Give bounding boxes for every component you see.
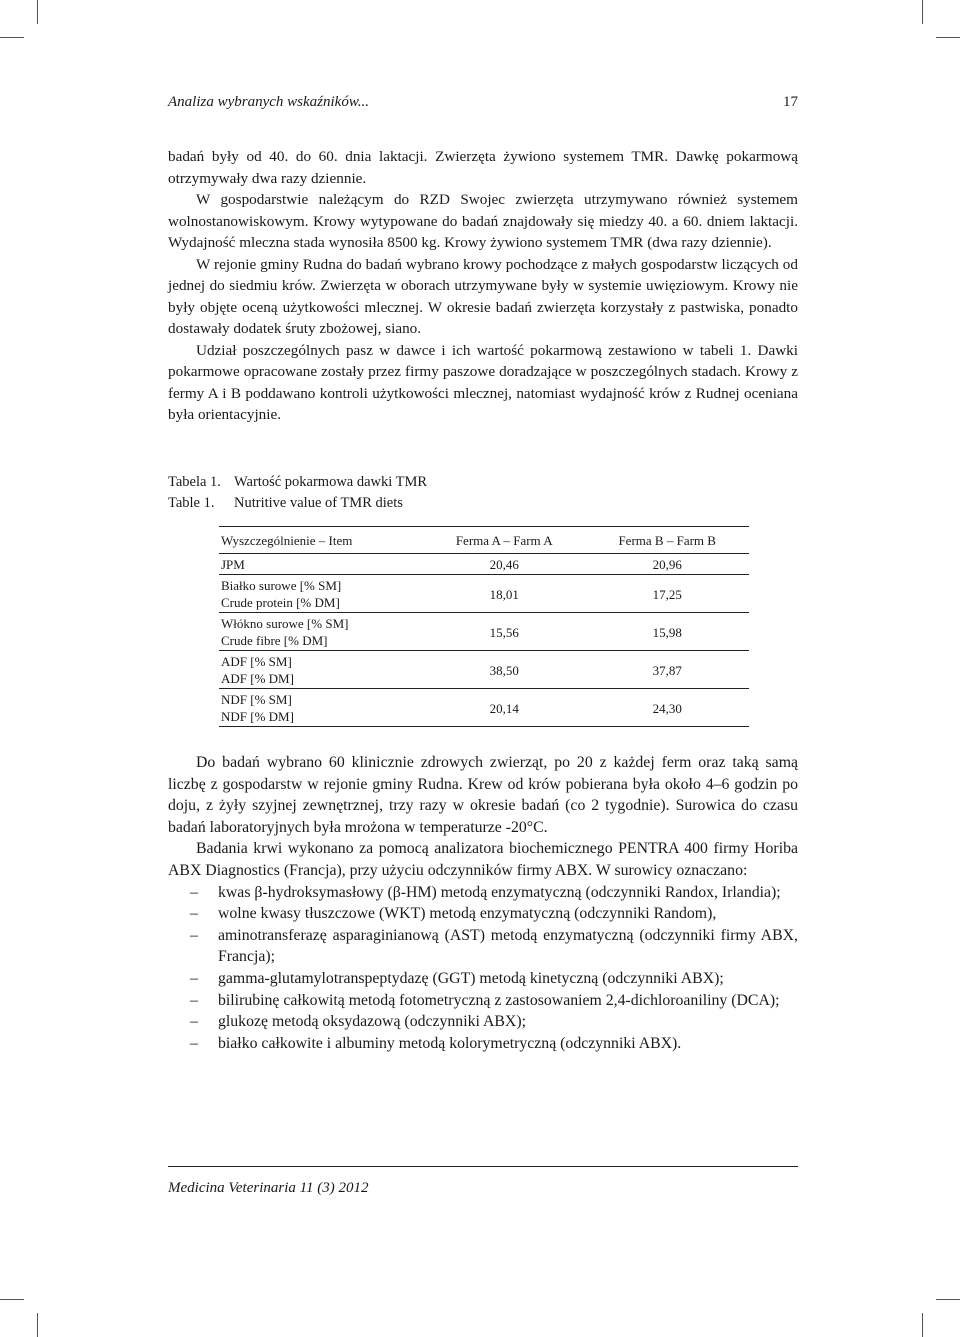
caption-label: Tabela 1. (168, 474, 221, 490)
column-header: Ferma B – Farm B (585, 527, 749, 554)
table-header-row (219, 527, 749, 554)
nutritive-value-table (219, 526, 749, 727)
cell-farm-a: 20,46 (423, 554, 585, 575)
cell-farm-b: 24,30 (585, 689, 749, 727)
cell-farm-a: 15,56 (423, 613, 585, 651)
list-item: – kwas β-hydroksymasłowy (β-HM) metodą enzymatyczną (odczynniki Randox, Irlandia); (190, 883, 781, 901)
row-label: NDF [% SM] NDF [% DM] (219, 689, 423, 727)
crop-mark (0, 37, 24, 38)
row-label: Białko surowe [% SM] Crude protein [% DM] (219, 575, 423, 613)
list-item: – gamma-glutamylotranspeptydazę (GGT) metodą kinetyczną (odczynniki ABX); (190, 969, 724, 987)
table-row (219, 651, 749, 689)
cell-farm-b: 20,96 (585, 554, 749, 575)
cell-farm-a: 18,01 (423, 575, 585, 613)
caption-title: Nutritive value of TMR diets (234, 495, 403, 511)
table-row (219, 554, 749, 575)
cell-farm-b: 17,25 (585, 575, 749, 613)
paragraph: W gospodarstwie należącym do RZD Swojec zwierzęta utrzymywano również systemem wolnostanowiskowym. Krowy wytypowane do badań znajdowały się miedzy 40. a 60. dniem laktacji. Wydajność mleczna stada wynosiła 8500 kg. Krowy żywiono systemem TMR (dwa razy dziennie). (168, 191, 798, 251)
intro-text (168, 146, 798, 426)
crop-mark (922, 1313, 923, 1337)
page-header (168, 94, 798, 116)
column-header: Ferma A – Farm A (423, 527, 585, 554)
caption-title: Wartość pokarmowa dawki TMR (234, 474, 428, 490)
table-row (219, 575, 749, 613)
journal-footer: Medicina Veterinaria 11 (3) 2012 (168, 1180, 369, 1196)
list-item: – białko całkowite i albuminy metodą kolorymetryczną (odczynniki ABX). (190, 1034, 682, 1052)
row-label: ADF [% SM] ADF [% DM] (219, 651, 423, 689)
methods-text (168, 752, 798, 1054)
paragraph: Do badań wybrano 60 klinicznie zdrowych zwierząt, po 20 z każdej ferm oraz taką samą liczbę z gospodarstw w rejonie gminy Rudna. Krew od krów pobierana była około 4–6 godzin po doju, z żyły szyjnej zewnętrznej, trzy razy w okresie badań (co 2 tygodnie). Surowica do czasu badań laboratoryjnych była mrożona w temperaturze -20°C. (168, 754, 798, 836)
list-item: – bilirubinę całkowitą metodą fotometryczną z zastosowaniem 2,4-dichloroaniliny (DCA); (190, 991, 780, 1009)
row-label: Włókno surowe [% SM] Crude fibre [% DM] (219, 613, 423, 651)
crop-mark (922, 0, 923, 24)
cell-farm-a: 38,50 (423, 651, 585, 689)
paragraph: badań były od 40. do 60. dnia laktacji. Zwierzęta żywiono systemem TMR. Dawkę pokarmową otrzymywały dwa razy dziennie. (168, 148, 798, 187)
methods-list (168, 882, 798, 1055)
caption-label: Table 1. (168, 495, 215, 511)
table-row (219, 613, 749, 651)
page-number: 17 (783, 94, 798, 110)
cell-farm-b: 37,87 (585, 651, 749, 689)
list-item: – wolne kwasy tłuszczowe (WKT) metodą enzymatyczną (odczynniki Random), (190, 905, 717, 923)
cell-farm-a: 20,14 (423, 689, 585, 727)
cell-farm-b: 15,98 (585, 613, 749, 651)
paragraph: Badania krwi wykonano za pomocą analizatora biochemicznego PENTRA 400 firmy Horiba ABX Diagnostics (Francja), przy użyciu odczynników firmy ABX. W surowicy oznaczano: (168, 840, 798, 879)
column-header: Wyszczególnienie – Item (219, 527, 423, 554)
table-caption (168, 472, 427, 514)
crop-mark (37, 0, 38, 24)
list-item: – aminotransferazę asparaginianową (AST) metodą enzymatyczną (odczynniki firmy ABX, Francja); (190, 926, 798, 966)
crop-mark (37, 1313, 38, 1337)
caption-en (168, 493, 427, 514)
caption-pl (168, 472, 427, 493)
paragraph: Udział poszczególnych pasz w dawce i ich wartość pokarmową zestawiono w tabeli 1. Dawki pokarmowe opracowane zostały przez firmy paszowe doradzające w poszczególnych stadach. Krowy z fermy A i B poddawano kontroli użytkowości mlecznej, natomiast wydajność krów z Rudnej oceniana była orientacyjnie. (168, 341, 798, 423)
crop-mark (936, 1299, 960, 1300)
crop-mark (936, 37, 960, 38)
paragraph: W rejonie gminy Rudna do badań wybrano krowy pochodzące z małych gospodarstw liczących od jednej do siedmiu krów. Zwierzęta w oborach utrzymywane były w systemie uwięziowym. Krowy nie były objęte oceną użytkowości mlecznej. W okresie badań zwierzęta korzystały z pastwiska, ponadto dostawały dodatek śruty zbożowej, siano. (168, 255, 798, 337)
running-title: Analiza wybranych wskaźników... (168, 94, 369, 110)
crop-mark (0, 1299, 24, 1300)
footer-divider (168, 1166, 798, 1167)
list-item: – glukozę metodą oksydazową (odczynniki ABX); (190, 1013, 526, 1031)
table-row (219, 689, 749, 727)
row-label: JPM (219, 554, 423, 575)
